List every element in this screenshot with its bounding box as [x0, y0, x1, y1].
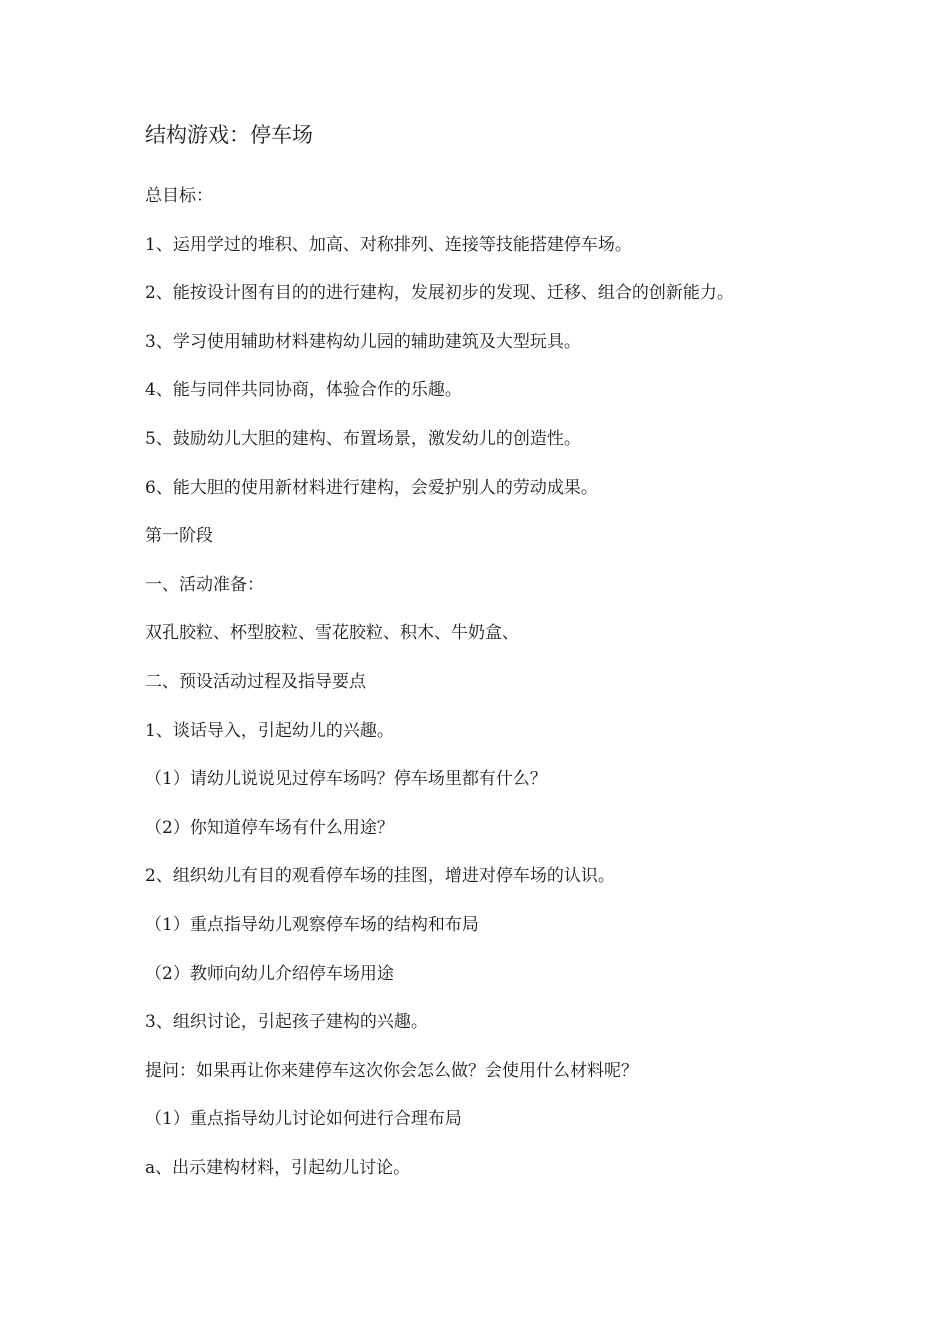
process-substep-3-a: a、出示建构材料，引起幼儿讨论。 [145, 1157, 411, 1178]
goal-item-1: 1、运用学过的堆积、加高、对称排列、连接等技能搭建停车场。 [145, 234, 632, 255]
goal-item-5: 5、鼓励幼儿大胆的建构、布置场景，激发幼儿的创造性。 [145, 428, 581, 449]
process-substep-3-1: （1）重点指导幼儿讨论如何进行合理布局 [145, 1109, 462, 1130]
process-substep-1-2: （2）你知道停车场有什么用途？ [145, 817, 394, 838]
materials-list: 双孔胶粒、杯型胶粒、雪花胶粒、积木、牛奶盒、 [145, 623, 519, 644]
section-heading-preparation: 一、活动准备： [145, 574, 264, 595]
process-substep-1-1: （1）请幼儿说说见过停车场吗？停车场里都有什么？ [145, 769, 547, 790]
document-body [145, 120, 845, 1204]
process-substep-2-1: （1）重点指导幼儿观察停车场的结构和布局 [145, 914, 479, 935]
document-title: 结构游戏：停车场 [145, 123, 313, 147]
process-step-1: 1、谈话导入，引起幼儿的兴趣。 [145, 720, 394, 741]
process-step-2: 2、组织幼儿有目的观看停车场的挂图，增进对停车场的认识。 [145, 866, 615, 887]
question-prompt: 提问：如果再让你来建停车这次你会怎么做？会使用什么材料呢？ [145, 1060, 638, 1081]
goal-item-2: 2、能按设计图有目的的进行建构，发展初步的发现、迁移、组合的创新能力。 [145, 283, 734, 304]
section-heading-goals: 总目标： [145, 186, 213, 206]
goal-item-4: 4、能与同伴共同协商，体验合作的乐趣。 [145, 380, 462, 401]
goal-item-6: 6、能大胆的使用新材料进行建构，会爱护别人的劳动成果。 [145, 477, 598, 498]
stage-heading: 第一阶段 [145, 526, 213, 547]
section-heading-process: 二、预设活动过程及指导要点 [145, 671, 366, 692]
process-substep-2-2: （2）教师向幼儿介绍停车场用途 [145, 963, 394, 984]
process-step-3: 3、组织讨论，引起孩子建构的兴趣。 [145, 1012, 428, 1033]
goal-item-3: 3、学习使用辅助材料建构幼儿园的辅助建筑及大型玩具。 [145, 331, 581, 352]
